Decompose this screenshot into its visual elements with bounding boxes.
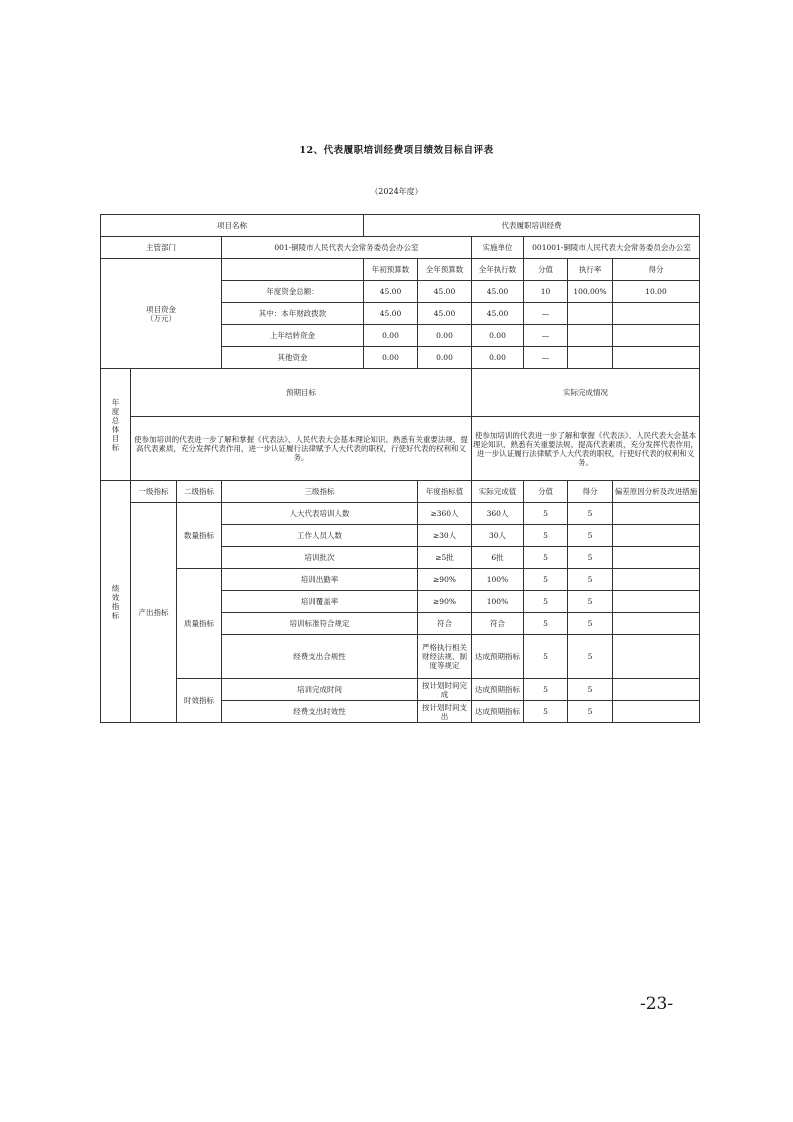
- funds-cell: 45.00: [364, 281, 418, 303]
- funds-label: 项目资金 （万元）: [101, 259, 222, 369]
- funds-cell: 0.00: [472, 325, 524, 347]
- expected-goal-header: 预期目标: [131, 369, 472, 417]
- actual-completion-header: 实际完成情况: [472, 369, 700, 417]
- perf-header: 得分: [568, 481, 613, 503]
- target-value: ≥5批: [418, 547, 472, 569]
- impl: 001001-铜陵市人民代表大会常务委员会办公室: [524, 237, 700, 259]
- funds-cell: 0.00: [364, 325, 418, 347]
- actual-value: 100%: [472, 569, 524, 591]
- goals-label: 年 度 总 体 目 标: [101, 369, 131, 481]
- funds-cell: [568, 347, 613, 369]
- actual-value: 6批: [472, 547, 524, 569]
- weight-value: 5: [524, 547, 568, 569]
- actual-value: 达成预期指标: [472, 679, 524, 701]
- actual-value: 达成预期指标: [472, 701, 524, 723]
- funds-header: 得分: [613, 259, 700, 281]
- actual-value: 符合: [472, 613, 524, 635]
- score-value: 5: [568, 635, 613, 679]
- deviation-note: [613, 613, 700, 635]
- project-name: 代表履职培训经费: [364, 215, 700, 237]
- score-value: 5: [568, 569, 613, 591]
- deviation-note: [613, 503, 700, 525]
- funds-row-label: 年度资金总额：: [222, 281, 364, 303]
- report-year: （2024年度）: [370, 187, 423, 196]
- funds-header: 全年执行数: [472, 259, 524, 281]
- page-number: -23-: [640, 994, 674, 1014]
- funds-cell: 0.00: [472, 347, 524, 369]
- deviation-note: [613, 569, 700, 591]
- deviation-note: [613, 591, 700, 613]
- funds-cell: —: [524, 347, 568, 369]
- funds-cell: [568, 303, 613, 325]
- deviation-note: [613, 701, 700, 723]
- funds-cell: 100.00%: [568, 281, 613, 303]
- actual-value: 30人: [472, 525, 524, 547]
- weight-value: 5: [524, 503, 568, 525]
- perf-header: 一级指标: [131, 481, 177, 503]
- target-value: 符合: [418, 613, 472, 635]
- funds-cell: —: [524, 303, 568, 325]
- perf-header: 二级指标: [177, 481, 222, 503]
- actual-value: 100%: [472, 591, 524, 613]
- level2-indicator: 质量指标: [177, 569, 222, 679]
- score-value: 5: [568, 679, 613, 701]
- target-value: ≥30人: [418, 525, 472, 547]
- level3-indicator: 人大代表培训人数: [222, 503, 418, 525]
- score-value: 5: [568, 525, 613, 547]
- target-value: ≥90%: [418, 569, 472, 591]
- deviation-note: [613, 635, 700, 679]
- funds-header: 全年预算数: [418, 259, 472, 281]
- funds-row-label: 上年结转资金: [222, 325, 364, 347]
- funds-cell: —: [524, 325, 568, 347]
- project-name-label: 项目名称: [101, 215, 364, 237]
- weight-value: 5: [524, 701, 568, 723]
- level2-indicator: 时效指标: [177, 679, 222, 723]
- perf-header: 分值: [524, 481, 568, 503]
- level3-indicator: 工作人员人数: [222, 525, 418, 547]
- funds-row-label: 其中：本年财政拨款: [222, 303, 364, 325]
- level3-indicator: 培训出勤率: [222, 569, 418, 591]
- deviation-note: [613, 525, 700, 547]
- weight-value: 5: [524, 525, 568, 547]
- perf-label: 绩 效 指 标: [101, 481, 131, 723]
- score-value: 5: [568, 613, 613, 635]
- funds-cell: [613, 303, 700, 325]
- score-value: 5: [568, 503, 613, 525]
- weight-value: 5: [524, 569, 568, 591]
- dept-label: 主管部门: [101, 237, 222, 259]
- level3-indicator: 经费支出合规性: [222, 635, 418, 679]
- funds-cell: [613, 325, 700, 347]
- deviation-note: [613, 679, 700, 701]
- score-value: 5: [568, 701, 613, 723]
- funds-cell: 0.00: [418, 347, 472, 369]
- target-value: ≥360人: [418, 503, 472, 525]
- actual-value: 达成预期指标: [472, 635, 524, 679]
- funds-header: 分值: [524, 259, 568, 281]
- score-value: 5: [568, 591, 613, 613]
- perf-header: 三级指标: [222, 481, 418, 503]
- funds-cell: 45.00: [418, 281, 472, 303]
- level3-indicator: 培训标准符合规定: [222, 613, 418, 635]
- perf-header: 实际完成值: [472, 481, 524, 503]
- impl-label: 实施单位: [472, 237, 524, 259]
- level3-indicator: 培训完成时间: [222, 679, 418, 701]
- dept: 001-铜陵市人民代表大会常务委员会办公室: [222, 237, 472, 259]
- target-value: 按计划时间完成: [418, 679, 472, 701]
- funds-cell: 0.00: [364, 347, 418, 369]
- funds-cell: 45.00: [472, 303, 524, 325]
- target-value: ≥90%: [418, 591, 472, 613]
- perf-header: 年度指标值: [418, 481, 472, 503]
- funds-header: 执行率: [568, 259, 613, 281]
- target-value: 严格执行相关财经法规、制度等规定: [418, 635, 472, 679]
- deviation-note: [613, 547, 700, 569]
- funds-cell: 45.00: [472, 281, 524, 303]
- level3-indicator: 培训批次: [222, 547, 418, 569]
- target-value: 按计划时间支出: [418, 701, 472, 723]
- weight-value: 5: [524, 613, 568, 635]
- funds-cell: 10.00: [613, 281, 700, 303]
- funds-cell: 10: [524, 281, 568, 303]
- actual-completion-text: 使参加培训的代表进一步了解和掌握《代表法》、人民代表大会基本理论知识、熟悉有关重要法规、提高代表素质，充分发挥代表作用，进一步认证履行法律赋予人大代表的职权，行使好代表的权利和义务。: [472, 417, 700, 481]
- weight-value: 5: [524, 635, 568, 679]
- actual-value: 360人: [472, 503, 524, 525]
- funds-cell: 45.00: [418, 303, 472, 325]
- funds-cell: [568, 325, 613, 347]
- funds-row-label: 其他资金: [222, 347, 364, 369]
- weight-value: 5: [524, 591, 568, 613]
- funds-cell: 45.00: [364, 303, 418, 325]
- performance-table: [100, 214, 700, 723]
- funds-cell: [613, 347, 700, 369]
- funds-header: 年初预算数: [364, 259, 418, 281]
- document-title: 12、代表履职培训经费项目绩效目标自评表: [299, 145, 494, 156]
- level3-indicator: 培训覆盖率: [222, 591, 418, 613]
- perf-header: 偏差原因分析及改进措施: [613, 481, 700, 503]
- level3-indicator: 经费支出时效性: [222, 701, 418, 723]
- level1-indicator: 产出指标: [131, 503, 177, 723]
- funds-cell: 0.00: [418, 325, 472, 347]
- weight-value: 5: [524, 679, 568, 701]
- level2-indicator: 数量指标: [177, 503, 222, 569]
- expected-goal-text: 使参加培训的代表进一步了解和掌握《代表法》、人民代表大会基本理论知识、熟悉有关重要法规、提高代表素质，充分发挥代表作用，进一步认证履行法律赋予人大代表的职权，行使好代表的权利和义务。: [131, 417, 472, 481]
- score-value: 5: [568, 547, 613, 569]
- funds-header-blank: [222, 259, 364, 281]
